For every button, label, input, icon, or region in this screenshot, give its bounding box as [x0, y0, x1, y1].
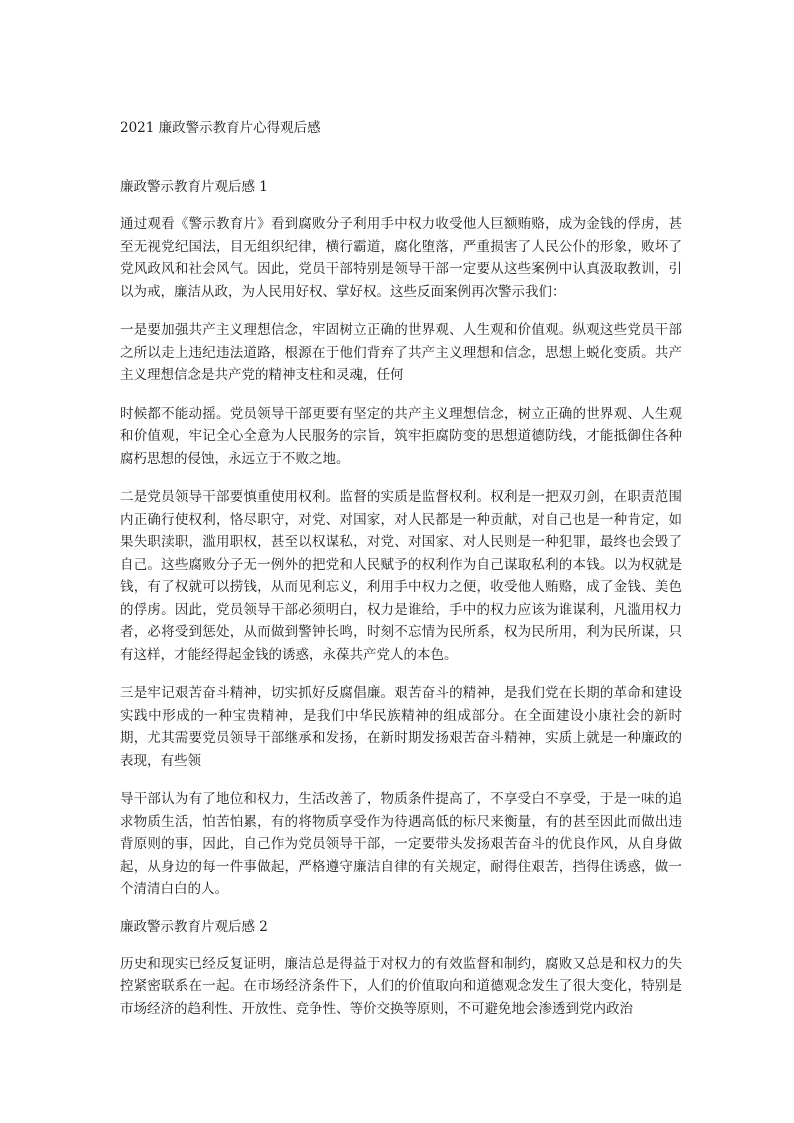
- spacer: [120, 772, 682, 788]
- section-heading-2: 廉政警示教育片观后感 2: [120, 918, 268, 935]
- paragraph: 二是党员领导干部要慎重使用权利。监督的实质是监督权利。权利是一把双刃剑，在职责范围内正确行使权利，恪尽职守，对党、对国家，对人民都是一种贡献，对自己也是一种肯定，如果失职渎职，滥用职权，甚至以权谋私，对党、对国家、对人民则是一种犯罪，最终也会毁了自己。这些腐败分子无一例外的把党和人民赋予的权利作为自己谋取私利的本钱。以为权就是钱，有了权就可以捞钱，从而见利忘义，利用手中权力之便，收受他人贿赂，成了金钱、美色的俘虏。因此，党员领导干部必须明白，权力是谁给，手中的权力应该为谁谋利，凡滥用权力者，必将受到惩处，从而做到警钟长鸣，时刻不忘情为民所系，权为民所用，利为民所谋，只有这样，才能经得起金钱的诱惑，永葆共产党人的本色。: [120, 489, 682, 663]
- section-heading-1: 廉政警示教育片观后感 1: [120, 179, 268, 195]
- spacer: [120, 901, 682, 917]
- spacer: [120, 666, 682, 682]
- paragraph: 时候都不能动摇。党员领导干部更要有坚定的共产主义理想信念，树立正确的世界观、人生观和价值观，牢记全心全意为人民服务的宗旨，筑牢拒腐防变的思想道德防线，才能抵御住各种腐朽思想的侵蚀，永远立于不败之地。: [120, 405, 682, 467]
- paragraph: 通过观看《警示教育片》看到腐败分子利用手中权力收受他人巨额贿赂，成为金钱的俘虏，甚至无视党纪国法，目无组织纪律，横行霸道，腐化堕落，严重损害了人民公仆的形象，败坏了党风政风和社会风气。因此，党员干部特别是领导干部一定要从这些案例中认真汲取教训，引以为戒，廉洁从政，为人民用好权、掌好权。这些反面案例再次警示我们：: [120, 216, 682, 300]
- document-body: [120, 118, 682, 1020]
- spacer: [120, 138, 682, 177]
- spacer: [120, 937, 682, 953]
- paragraph: 三是牢记艰苦奋斗精神，切实抓好反腐倡廉。艰苦奋斗的精神，是我们党在长期的革命和建设实践中形成的一种宝贵精神，是我们中华民族精神的组成部分。在全面建设小康社会的新时期，尤其需要党员领导干部继承和发扬，在新时期发扬艰苦奋斗精神，实质上就是一种廉政的表现，有些领: [120, 685, 682, 769]
- paragraph: 历史和现实已经反复证明，廉洁总是得益于对权力的有效监督和制约，腐败又总是和权力的失控紧密联系在一起。在市场经济条件下，人们的价值取向和道德观念发生了很大变化，特别是市场经济的趋利性、开放性、竞争性、等价交换等原则，不可避免地会渗透到党内政治: [120, 955, 682, 1017]
- spacer: [120, 470, 682, 486]
- spacer: [120, 197, 682, 213]
- spacer: [120, 387, 682, 403]
- spacer: [120, 303, 682, 319]
- document-title: 2021 廉政警示教育片心得观后感: [120, 120, 321, 136]
- paragraph: 导干部认为有了地位和权力，生活改善了，物质条件提高了，不享受白不享受，于是一味的追求物质生活，怕苦怕累，有的将物质享受作为待遇高低的标尺来衡量，有的甚至因此而做出违背原则的事，因此，自己作为党员领导干部，一定要带头发扬艰苦奋斗的优良作风，从自身做起，从身边的每一件事做起，严格遵守廉洁自律的有关规定，耐得住艰苦，挡得住诱惑，做一个清清白白的人。: [120, 791, 682, 897]
- paragraph: 一是要加强共产主义理想信念，牢固树立正确的世界观、人生观和价值观。纵观这些党员干部之所以走上违纪违法道路，根源在于他们背弃了共产主义理想和信念，思想上蜕化变质。共产主义理想信念是共产党的精神支柱和灵魂，任何: [120, 322, 682, 383]
